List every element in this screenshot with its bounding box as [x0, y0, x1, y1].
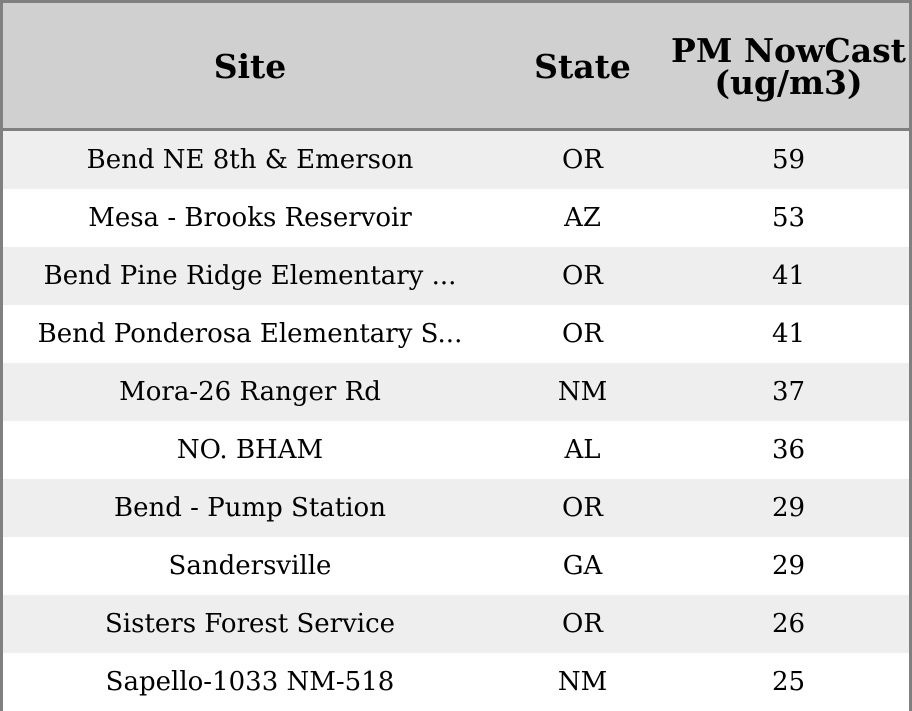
cell-state: NM [557, 377, 608, 407]
cell-site: Mesa - Brooks Reservoir [88, 203, 412, 233]
cell-state: OR [562, 319, 603, 349]
table-row [3, 305, 909, 363]
cell-site: Bend Ponderosa Elementary S... [37, 319, 463, 349]
cell-site: Mora-26 Ranger Rd [119, 377, 381, 407]
cell-site: Sapello-1033 NM-518 [105, 667, 395, 697]
cell-pm-value: 53 [771, 203, 806, 233]
cell-pm-value: 37 [771, 377, 806, 407]
cell-pm-value: 59 [771, 145, 806, 175]
cell-state: GA [562, 551, 603, 581]
cell-pm-value: 29 [771, 493, 806, 523]
cell-pm-value: 36 [771, 435, 806, 465]
header-state: State [534, 46, 631, 86]
table-row [3, 247, 909, 305]
cell-state: AL [564, 435, 601, 465]
pm-table [3, 3, 909, 711]
cell-site: Bend - Pump Station [114, 493, 386, 523]
cell-site: Sandersville [168, 551, 332, 581]
cell-state: OR [562, 145, 603, 175]
table-row [3, 131, 909, 189]
table-row [3, 479, 909, 537]
cell-site: Bend NE 8th & Emerson [86, 145, 414, 175]
cell-state: OR [562, 261, 603, 291]
cell-site: Bend Pine Ridge Elementary ... [43, 261, 457, 291]
header-site: Site [213, 48, 287, 83]
table-row [3, 537, 909, 595]
table-row [3, 421, 909, 479]
table-row [3, 653, 909, 711]
cell-site: NO. BHAM [176, 435, 324, 465]
table-header [3, 3, 909, 131]
cell-state: AZ [564, 203, 601, 233]
cell-site: Sisters Forest Service [104, 609, 396, 639]
table-body [3, 131, 909, 711]
cell-pm-value: 26 [771, 609, 806, 639]
table-row [3, 189, 909, 247]
cell-pm-value: 25 [771, 667, 806, 697]
cell-pm-value: 41 [771, 319, 806, 349]
cell-pm-value: 41 [771, 261, 806, 291]
table-row [3, 595, 909, 653]
cell-state: NM [557, 667, 608, 697]
cell-state: OR [562, 609, 603, 639]
cell-pm-value: 29 [771, 551, 806, 581]
table-row [3, 363, 909, 421]
cell-state: OR [562, 493, 603, 523]
header-pm-nowcast: PM NowCast (ug/m3) [671, 30, 906, 102]
